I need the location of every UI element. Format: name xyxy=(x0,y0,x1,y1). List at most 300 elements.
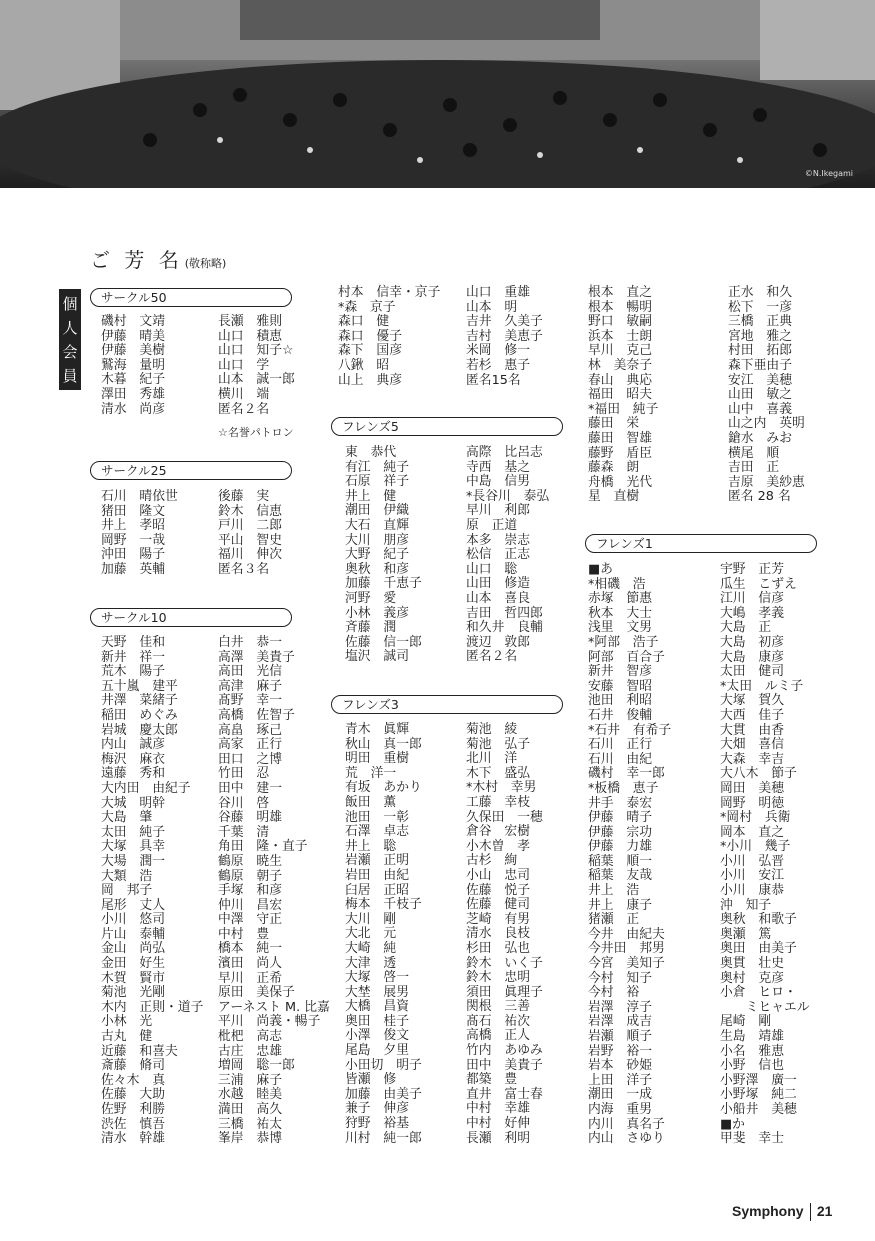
member-name: 増岡 聡一郎 xyxy=(218,1058,295,1074)
member-name: 今村 知子 xyxy=(588,970,652,986)
member-name: ミヒャエル xyxy=(720,999,810,1015)
member-name: 原田 美保子 xyxy=(218,985,295,1001)
member-name: 渋佐 慎吾 xyxy=(101,1116,165,1132)
member-name: 満田 高久 xyxy=(218,1102,282,1117)
member-name: 三橋 正典 xyxy=(728,314,792,330)
member-name: 岩田 由紀 xyxy=(345,867,409,883)
member-name: 伊藤 力雄 xyxy=(588,839,652,855)
member-name: 大塚 具幸 xyxy=(101,839,165,855)
member-name: 小川 弘晋 xyxy=(720,853,784,869)
member-name: 小林 義彦 xyxy=(345,605,409,621)
circle25-list-right xyxy=(218,490,282,578)
member-name: 田中 美貴子 xyxy=(466,1057,543,1073)
member-name: 久保田 一穂 xyxy=(466,809,543,825)
member-name: 大貫 由香 xyxy=(720,722,784,738)
member-name: *板橋 恵子 xyxy=(588,780,659,796)
col3-top-list-left xyxy=(588,286,658,505)
member-name: 横尾 順 xyxy=(728,445,780,461)
member-name: 高橋 佐智子 xyxy=(218,707,295,723)
member-name: 藤野 盾臣 xyxy=(588,445,652,461)
member-name: 奥田 桂子 xyxy=(345,1013,409,1029)
member-name: 原 正道 xyxy=(466,517,518,533)
member-name: 岡本 直之 xyxy=(720,824,784,840)
member-name: 澤田 秀雄 xyxy=(101,386,165,402)
member-name: 吉原 美紗恵 xyxy=(728,474,805,490)
member-name: 大川 朋彦 xyxy=(345,532,409,548)
member-name: 大津 透 xyxy=(345,955,397,971)
member-name: *太田 ルミ子 xyxy=(720,678,804,694)
member-name: 宮地 雅之 xyxy=(728,328,792,344)
member-name: 三橋 祐太 xyxy=(218,1116,282,1132)
friends5-list-right xyxy=(466,446,549,665)
member-name: 菊池 光剛 xyxy=(101,985,165,1001)
circle50-list-left xyxy=(101,315,165,417)
member-name: 須田 眞理子 xyxy=(466,984,543,1000)
page-title xyxy=(90,244,226,273)
member-name: 荒木 陽子 xyxy=(101,664,165,680)
member-name: 中澤 守正 xyxy=(218,912,282,928)
member-name: 青木 眞輝 xyxy=(345,722,409,737)
member-name: 佐野 利勝 xyxy=(101,1102,165,1117)
member-name: 奥村 克彦 xyxy=(720,970,784,986)
member-name: 和久井 良輔 xyxy=(466,620,543,636)
member-name: 大野 紀子 xyxy=(345,547,409,563)
member-name: 井上 聡 xyxy=(345,838,397,854)
member-name: 内山 さゆり xyxy=(588,1131,665,1147)
member-name: 佐藤 信一郎 xyxy=(345,634,422,650)
member-name: 工藤 幸枝 xyxy=(466,794,530,810)
col2-top-list-right xyxy=(466,286,543,388)
footer-divider xyxy=(810,1203,811,1221)
member-name: 遠藤 秀和 xyxy=(101,766,165,782)
member-name: 根本 暢明 xyxy=(588,299,652,315)
member-name: 大塚 賀久 xyxy=(720,693,784,709)
member-name: 早川 正希 xyxy=(218,970,282,986)
member-name: 藤森 朗 xyxy=(588,460,640,476)
member-name: 山中 喜義 xyxy=(728,401,792,417)
member-name: 東 恭代 xyxy=(345,445,397,460)
member-name: 高家 正行 xyxy=(218,737,282,753)
member-name: 平川 尚義・暢子 xyxy=(218,1014,321,1030)
member-name: 山口 聡 xyxy=(466,561,518,577)
member-name: 髙野 幸一 xyxy=(218,693,282,709)
member-name: 小野 信也 xyxy=(720,1058,784,1074)
individual-members-label xyxy=(59,289,81,390)
member-name: 中村 好伸 xyxy=(466,1116,530,1132)
section-circle50-header: サークル50 xyxy=(90,288,292,307)
member-name: 岡田 美穂 xyxy=(720,780,784,796)
member-name: 小野塚 純二 xyxy=(720,1087,797,1103)
member-name: 藤田 栄 xyxy=(588,416,640,432)
member-name: 皆瀬 修 xyxy=(345,1072,397,1088)
member-name: ■あ xyxy=(588,562,613,577)
member-name: 甲斐 幸士 xyxy=(720,1131,784,1147)
member-name: 太田 純子 xyxy=(101,824,165,840)
member-name: 横川 端 xyxy=(218,386,270,402)
member-name: 竹田 忍 xyxy=(218,766,270,782)
member-name: 井上 浩 xyxy=(588,883,640,899)
member-name: 後藤 実 xyxy=(218,489,270,504)
member-name: 梅沢 麻衣 xyxy=(101,751,165,767)
member-name: 山之内 英明 xyxy=(728,416,805,432)
member-name: 山口 重雄 xyxy=(466,285,530,300)
member-name: 古庄 忠雄 xyxy=(218,1043,282,1059)
member-name: 明田 重樹 xyxy=(345,751,409,767)
member-name: 木賀 賢市 xyxy=(101,970,165,986)
member-name: 伊藤 宗功 xyxy=(588,824,652,840)
circle50-list-right xyxy=(218,315,295,417)
member-name: 中村 幸雄 xyxy=(466,1101,530,1117)
member-name: 森口 優子 xyxy=(338,328,402,344)
member-name: 石原 祥子 xyxy=(345,474,409,490)
member-name: ■か xyxy=(720,1116,745,1132)
member-name: 中村 豊 xyxy=(218,926,270,942)
member-name: 大島 正 xyxy=(720,620,772,636)
member-name: *福田 純子 xyxy=(588,401,659,417)
member-name: 小木曽 孝 xyxy=(466,838,530,854)
member-name: 小野澤 廣一 xyxy=(720,1072,797,1088)
orchestra-photo-illustration xyxy=(0,0,875,188)
member-name: *岡村 兵衛 xyxy=(720,810,791,826)
member-name: 大塚 啓一 xyxy=(345,970,409,986)
member-name: 鈴木 いく子 xyxy=(466,955,543,971)
member-name: *小川 幾子 xyxy=(720,839,791,855)
vlabel-char: 個 xyxy=(62,295,78,314)
member-name: *長谷川 泰弘 xyxy=(466,488,550,504)
page-subtitle: (敬称略) xyxy=(184,257,227,270)
member-name: 岡野 明徳 xyxy=(720,795,784,811)
member-name: 山田 修造 xyxy=(466,576,530,592)
member-name: 仲川 昌宏 xyxy=(218,897,282,913)
member-name: 木暮 紀子 xyxy=(101,372,165,388)
member-name: *森 京子 xyxy=(338,299,396,315)
member-name: 大西 佳子 xyxy=(720,707,784,723)
member-name: 松下 一彦 xyxy=(728,299,792,315)
section-friends1-header: フレンズ1 xyxy=(585,534,817,553)
member-name: 大森 幸吉 xyxy=(720,751,784,767)
member-name: 木下 盛弘 xyxy=(466,765,530,781)
member-name: 杉田 弘也 xyxy=(466,940,530,956)
member-name: 福田 昭夫 xyxy=(588,387,652,403)
member-name: 大北 元 xyxy=(345,926,397,942)
member-name: 根本 直之 xyxy=(588,285,652,300)
circle10-list-right xyxy=(218,636,330,1147)
member-name: 米岡 修一 xyxy=(466,343,530,359)
member-name: 瓜生 こずえ xyxy=(720,576,797,592)
member-name: 内山 誠彦 xyxy=(101,737,165,753)
honorary-patron-note: ☆名誉パトロン xyxy=(218,426,294,439)
member-name: 伊藤 美樹 xyxy=(101,343,165,359)
member-name: 五十嵐 建平 xyxy=(101,678,178,694)
member-name: 今井田 邦男 xyxy=(588,941,665,957)
member-name: 高田 光信 xyxy=(218,664,282,680)
member-name: 山本 誠一郎 xyxy=(218,372,295,388)
section-friends5-header: フレンズ5 xyxy=(331,417,563,436)
member-name: *相磯 浩 xyxy=(588,576,646,592)
member-name: 大崎 純 xyxy=(345,940,397,956)
member-name: 早川 利郎 xyxy=(466,503,530,519)
member-name: 高橋 正人 xyxy=(466,1028,530,1044)
member-name: 濱田 尚人 xyxy=(218,956,282,972)
member-name: 斉藤 潤 xyxy=(345,620,397,636)
member-name: 森下亜由子 xyxy=(728,357,792,373)
member-name: 池田 一彰 xyxy=(345,809,409,825)
member-name: 鈴木 信恵 xyxy=(218,503,282,519)
member-name: 山上 典彦 xyxy=(338,372,402,388)
member-name: 石井 俊輔 xyxy=(588,707,652,723)
member-name: 佐藤 悦子 xyxy=(466,882,530,898)
member-name: 福川 伸次 xyxy=(218,547,282,563)
member-name: 中島 信男 xyxy=(466,474,530,490)
member-name: 大橋 昌資 xyxy=(345,999,409,1015)
member-name: 伊藤 晴子 xyxy=(588,810,652,826)
member-name: 金山 尚弘 xyxy=(101,941,165,957)
member-name: 大八木 節子 xyxy=(720,766,797,782)
member-name: 岩澤 淳子 xyxy=(588,999,652,1015)
member-name: 村田 拓郎 xyxy=(728,343,792,359)
member-name: 千葉 清 xyxy=(218,824,270,840)
member-name: アーネスト M. 比嘉 xyxy=(218,999,330,1015)
member-name: 井手 泰宏 xyxy=(588,795,652,811)
member-name: 金田 好生 xyxy=(101,956,165,972)
member-name: 内海 重男 xyxy=(588,1101,652,1117)
member-name: 岡野 一哉 xyxy=(101,532,165,548)
member-name: 飯田 薫 xyxy=(345,794,397,810)
member-name: 大川 剛 xyxy=(345,911,397,927)
member-name: 山口 積恵 xyxy=(218,328,282,344)
member-name: 川村 純一郎 xyxy=(345,1130,422,1146)
member-name: 今村 裕 xyxy=(588,985,640,1001)
member-name: 関根 三善 xyxy=(466,999,530,1015)
member-name: 潮田 一成 xyxy=(588,1087,652,1103)
member-name: 井上 康子 xyxy=(588,897,652,913)
member-name: 内川 真名子 xyxy=(588,1116,665,1132)
member-name: 磯村 文靖 xyxy=(101,314,165,329)
member-name: 宇野 正芳 xyxy=(720,562,784,577)
member-name: 石川 由紀 xyxy=(588,751,652,767)
member-name: 潮田 伊織 xyxy=(345,503,409,519)
member-name: 岩城 慶太郎 xyxy=(101,722,178,738)
page-number: 21 xyxy=(816,1203,833,1219)
member-name: 沖田 陽子 xyxy=(101,547,165,563)
friends1-list-right xyxy=(720,563,810,1147)
member-name: 石川 正行 xyxy=(588,737,652,753)
member-name: 太田 健司 xyxy=(720,664,784,680)
member-name: 赤塚 節惠 xyxy=(588,591,652,607)
member-name: 小倉 ヒロ・ xyxy=(720,985,797,1001)
member-name: 大畑 喜信 xyxy=(720,737,784,753)
member-name: 吉田 哲四郎 xyxy=(466,605,543,621)
member-name: 高澤 美貴子 xyxy=(218,649,295,665)
member-name: 狩野 裕基 xyxy=(345,1116,409,1132)
member-name: 奥瀬 篤 xyxy=(720,926,772,942)
member-name: 新井 智彦 xyxy=(588,664,652,680)
member-name: 井上 孝昭 xyxy=(101,518,165,534)
member-name: 橋本 純一 xyxy=(218,941,282,957)
member-name: 江川 信彦 xyxy=(720,591,784,607)
member-name: 松信 正志 xyxy=(466,547,530,563)
member-name: 枇杷 高志 xyxy=(218,1029,282,1045)
member-name: 田中 建一 xyxy=(218,780,282,796)
member-name: 大場 潤一 xyxy=(101,853,165,869)
member-name: 阿部 百合子 xyxy=(588,649,665,665)
vlabel-char: 員 xyxy=(62,366,78,385)
member-name: 新井 祥一 xyxy=(101,649,165,665)
member-name: 大島 肇 xyxy=(101,810,153,826)
member-name: 奥秋 和彦 xyxy=(345,561,409,577)
member-name: 山田 敏之 xyxy=(728,387,792,403)
member-name: 大類 浩 xyxy=(101,868,153,884)
member-name: *木村 幸男 xyxy=(466,780,537,796)
member-name: 尾島 夕里 xyxy=(345,1043,409,1059)
member-name: 大埜 展男 xyxy=(345,984,409,1000)
member-name: 猪田 隆文 xyxy=(101,503,165,519)
section-friends3-header: フレンズ3 xyxy=(331,695,563,714)
member-name: 梅本 千枝子 xyxy=(345,897,422,913)
member-name: 片山 泰輔 xyxy=(101,926,165,942)
member-name: 高津 麻子 xyxy=(218,678,282,694)
member-name: 加藤 英輔 xyxy=(101,561,165,577)
member-name: *石井 有希子 xyxy=(588,722,672,738)
member-name: 匿名２名 xyxy=(466,649,518,665)
member-name: 村本 信幸・京子 xyxy=(338,285,441,300)
member-name: 尾形 丈人 xyxy=(101,897,165,913)
member-name: 正水 和久 xyxy=(728,285,792,300)
member-name: 林 美奈子 xyxy=(588,357,652,373)
member-name: 秋本 大士 xyxy=(588,605,652,621)
member-name: 竹内 あゆみ xyxy=(466,1043,543,1059)
member-name: 木内 正則・道子 xyxy=(101,999,204,1015)
member-name: 三浦 麻子 xyxy=(218,1072,282,1088)
member-name: 稲葉 友哉 xyxy=(588,868,652,884)
member-name: *阿部 浩子 xyxy=(588,634,659,650)
member-name: 清水 良枝 xyxy=(466,926,530,942)
friends1-list-left xyxy=(588,563,671,1147)
member-name: 鈴木 忠明 xyxy=(466,970,530,986)
footer-brand: Symphony xyxy=(732,1203,804,1219)
member-name: 野口 敏嗣 xyxy=(588,314,652,330)
member-name: 佐々木 真 xyxy=(101,1072,165,1088)
member-name: 古丸 健 xyxy=(101,1029,153,1045)
member-name: 清水 幹雄 xyxy=(101,1131,165,1147)
member-name: 上田 洋子 xyxy=(588,1072,652,1088)
member-name: 小名 雅恵 xyxy=(720,1043,784,1059)
friends3-list-right xyxy=(466,723,543,1146)
member-name: 春山 典応 xyxy=(588,372,652,388)
member-name: 岩野 裕一 xyxy=(588,1043,652,1059)
member-name: 大嶋 孝義 xyxy=(720,605,784,621)
member-name: 兼子 伸彦 xyxy=(345,1101,409,1117)
vlabel-char: 会 xyxy=(62,342,78,361)
friends3-list-left xyxy=(345,723,422,1146)
member-name: 直井 富士春 xyxy=(466,1086,543,1102)
member-name: 都築 豊 xyxy=(466,1072,518,1088)
member-name: 小山 忠司 xyxy=(466,867,530,883)
member-name: 荒 洋一 xyxy=(345,765,397,781)
member-name: 沖 知子 xyxy=(720,897,772,913)
member-name: 池田 利昭 xyxy=(588,693,652,709)
member-name: 奥秋 和歌子 xyxy=(720,912,797,928)
member-name: 岩瀬 順子 xyxy=(588,1029,652,1044)
member-name: 近藤 和喜夫 xyxy=(101,1043,178,1059)
member-name: 菊池 弘子 xyxy=(466,736,530,752)
member-name: 稲葉 順一 xyxy=(588,853,652,869)
member-name: 井澤 菜緒子 xyxy=(101,693,178,709)
member-name: 鶴原 朝子 xyxy=(218,868,282,884)
member-name: 今宮 美知子 xyxy=(588,956,665,972)
member-name: 手塚 和彦 xyxy=(218,883,282,899)
member-name: 高畠 琢己 xyxy=(218,722,282,738)
member-name: 八鍬 昭 xyxy=(338,357,390,373)
member-name: 髙石 祐次 xyxy=(466,1013,530,1029)
member-name: 長瀬 雅則 xyxy=(218,314,282,329)
member-name: 匿名２名 xyxy=(218,401,270,417)
member-name: 古杉 絢 xyxy=(466,853,518,869)
member-name: 森口 健 xyxy=(338,314,390,330)
member-name: 山口 知子☆ xyxy=(218,343,294,359)
member-name: 高際 比呂志 xyxy=(466,445,543,460)
member-name: 安藤 智昭 xyxy=(588,678,652,694)
member-name: 塩沢 誠司 xyxy=(345,649,409,665)
member-name: 水越 睦美 xyxy=(218,1087,282,1103)
col2-top-list-left xyxy=(338,286,440,388)
member-name: 佐藤 健司 xyxy=(466,897,530,913)
member-name: 奥貫 壮史 xyxy=(720,956,784,972)
member-name: 菊池 綾 xyxy=(466,722,518,737)
member-name: 伊藤 晴美 xyxy=(101,328,165,344)
member-name: 小林 光 xyxy=(101,1014,153,1030)
member-name: 吉井 久美子 xyxy=(466,314,543,330)
circle25-list-left xyxy=(101,490,178,578)
member-name: 岩澤 成吉 xyxy=(588,1014,652,1030)
col3-top-list-right xyxy=(728,286,805,505)
member-name: 浜本 士朗 xyxy=(588,328,652,344)
photo-credit: ©N.Ikegami xyxy=(804,169,853,178)
member-name: 匿名３名 xyxy=(218,561,270,577)
member-name: 藤田 智雄 xyxy=(588,430,652,446)
member-name: 長瀬 利明 xyxy=(466,1130,530,1146)
member-name: 山本 喜良 xyxy=(466,590,530,606)
member-name: 今井 由紀夫 xyxy=(588,926,665,942)
member-name: 岡 邦子 xyxy=(101,883,153,899)
member-name: 天野 佳和 xyxy=(101,635,165,650)
member-name: 石川 晴依世 xyxy=(101,489,178,504)
member-name: 倉谷 宏樹 xyxy=(466,824,530,840)
member-name: 早川 克己 xyxy=(588,343,652,359)
member-name: 有坂 あかり xyxy=(345,780,422,796)
member-name: 生島 靖雄 xyxy=(720,1029,784,1044)
section-circle10-header: サークル10 xyxy=(90,608,292,627)
member-name: 田口 之博 xyxy=(218,751,282,767)
member-name: 井上 健 xyxy=(345,488,397,504)
member-name: 小川 康恭 xyxy=(720,883,784,899)
member-name: 磯村 幸一郎 xyxy=(588,766,665,782)
member-name: 秋山 真一郎 xyxy=(345,736,422,752)
member-name: 臼居 正昭 xyxy=(345,882,409,898)
member-name: 山本 明 xyxy=(466,299,518,315)
member-name: 鎗水 みお xyxy=(728,430,792,446)
member-name: 匿名 28 名 xyxy=(728,489,791,505)
member-name: 加藤 由美子 xyxy=(345,1086,422,1102)
member-name: 清水 尚彦 xyxy=(101,401,165,417)
member-name: 佐藤 大助 xyxy=(101,1087,165,1103)
member-name: 谷川 啓 xyxy=(218,795,270,811)
member-name: 小川 安江 xyxy=(720,868,784,884)
member-name: 斎藤 脩司 xyxy=(101,1058,165,1074)
member-name: 戸川 二郎 xyxy=(218,518,282,534)
member-name: 谷藤 明雄 xyxy=(218,810,282,826)
member-name: 本多 崇志 xyxy=(466,532,530,548)
